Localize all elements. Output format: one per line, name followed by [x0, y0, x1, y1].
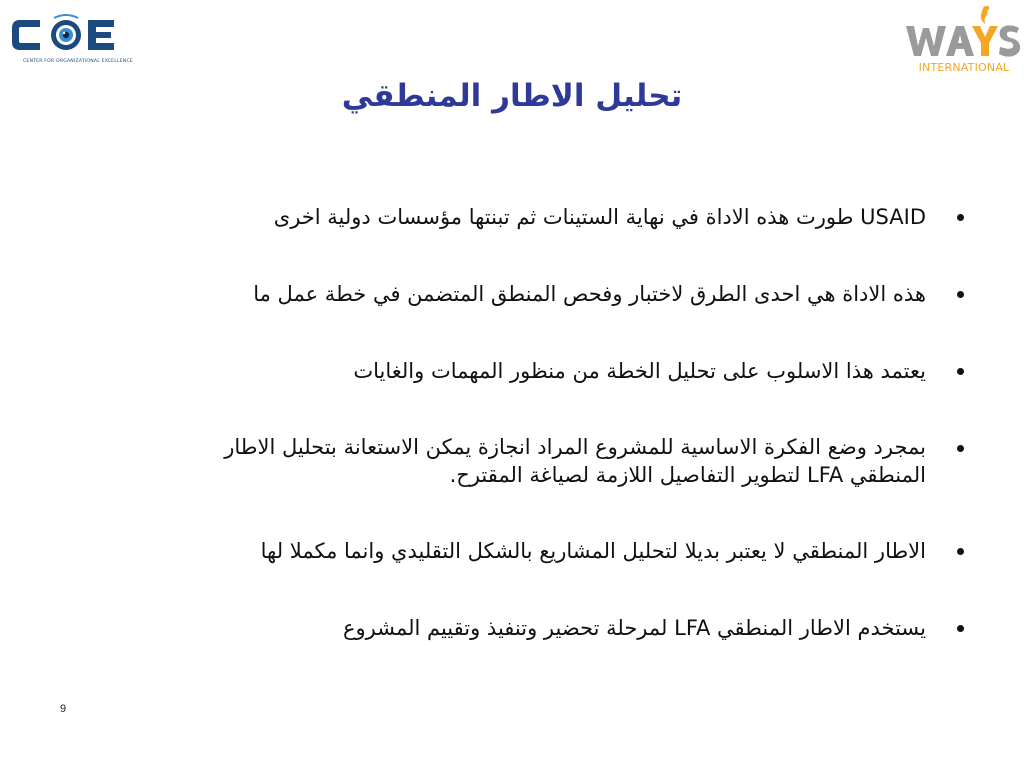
- bullet-item: [100, 433, 970, 489]
- bullet-item: [100, 536, 970, 566]
- bullet-text-line-2: المنطقي LFA لتطوير التفاصيل اللازمة لصياغة المقترح.: [449, 463, 926, 487]
- bullet-list: [100, 202, 970, 690]
- bullet-text: هذه الاداة هي احدى الطرق لاختبار وفحص المنطق المتضمن في خطة عمل ما: [253, 282, 926, 306]
- bullet-dot-icon: [957, 445, 964, 452]
- bullet-text: USAID طورت هذه الاداة في نهاية الستينات ثم تبنتها مؤسسات دولية اخرى: [273, 205, 926, 229]
- slide-title: تحليل الاطار المنطقي: [341, 78, 683, 114]
- cde-tagline: CENTER FOR ORGANIZATIONAL EXCELLENCE: [22, 59, 134, 64]
- bullet-item: [100, 202, 970, 232]
- bullet-dot-icon: [957, 214, 964, 221]
- bullet-dot-icon: [957, 548, 964, 555]
- bullet-text-line-1: بمجرد وضع الفكرة الاساسية للمشروع المراد انجازة يمكن الاستعانة بتحليل الاطار: [224, 435, 926, 459]
- bullet-dot-icon: [957, 291, 964, 298]
- bullet-dot-icon: [957, 368, 964, 375]
- page-number: 9: [60, 703, 67, 715]
- cde-logo: [8, 12, 148, 72]
- bullet-text: الاطار المنطقي لا يعتبر بديلا لتحليل المشاريع بالشكل التقليدي وانما مكملا لها: [260, 539, 926, 563]
- bullet-item: [100, 279, 970, 309]
- bullet-dot-icon: [957, 625, 964, 632]
- ways-logo: [900, 4, 1022, 76]
- bullet-text: يستخدم الاطار المنطقي LFA لمرحلة تحضير وتنفيذ وتقييم المشروع: [342, 616, 926, 640]
- ways-subtitle: INTERNATIONAL: [918, 61, 1010, 74]
- bullet-item: [100, 613, 970, 643]
- bullet-text: يعتمد هذا الاسلوب على تحليل الخطة من منظور المهمات والغايات: [353, 359, 926, 383]
- cde-logo-mark: [8, 12, 148, 58]
- bullet-item: [100, 356, 970, 386]
- ways-logo-mark: [900, 4, 1022, 62]
